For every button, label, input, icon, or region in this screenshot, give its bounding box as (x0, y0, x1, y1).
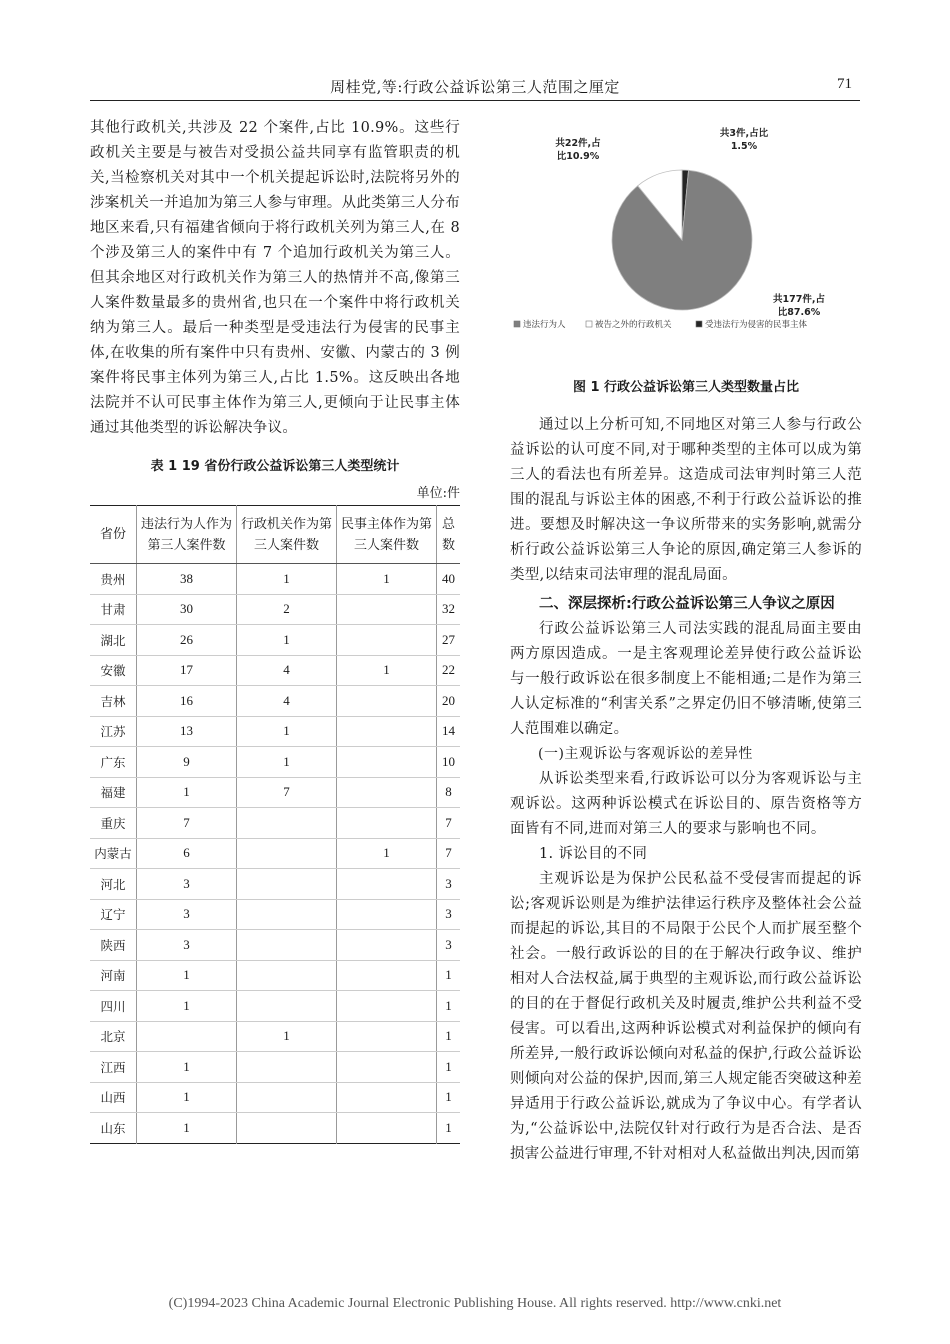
table-cell-value: 7 (137, 808, 237, 839)
table-cell-value: 3 (437, 899, 461, 930)
table-row (90, 594, 460, 625)
table-cell-value: 20 (437, 686, 461, 717)
point-heading: 1. 诉讼目的不同 (539, 846, 648, 862)
table-cell-value (337, 899, 437, 930)
table-row (90, 1113, 460, 1144)
table-row (90, 747, 460, 778)
table-unit: 单位:件 (416, 486, 460, 501)
table-cell-value (337, 1021, 437, 1052)
body-paragraph: 主观诉讼是为保护公民私益不受侵害而提起的诉讼;客观诉讼则是为维护法律运行秩序及整体社会公益而提起的诉讼,其目的不局限于公民个人而扩展至整个社会。一般行政诉讼的目的在于解决行政争议、维护相对人合法权益,属于典型的主观诉讼,而行政公益诉讼的目的在于督促行政机关及时履责,维护公共利益不受侵害。可以看出,这两种诉讼模式对利益保护的倾向有所差异,一般行政诉讼倾向对私益的保护,行政公益诉讼则倾向对公益的保护,因而,第三人规定能否突破这种差异适用于行政公益诉讼,就成为了争议中心。有学者认为,“公益诉讼中,法院仅针对行政行为是否合法、是否损害公益进行审理,不针对相对人私益做出判决,因而第 (510, 871, 862, 1162)
table-cell-value (337, 1082, 437, 1113)
table-cell-value (337, 777, 437, 808)
table-cell-value: 1 (237, 625, 337, 656)
table-row (90, 808, 460, 839)
table-row (90, 838, 460, 869)
table-cell-value: 1 (137, 1052, 237, 1083)
table-cell-value: 1 (437, 960, 461, 991)
table-cell-value: 10 (437, 747, 461, 778)
table-cell-value: 1 (437, 991, 461, 1022)
table-cell-value (337, 869, 437, 900)
figure-caption: 图 1 行政公益诉讼第三人类型数量占比 (572, 380, 800, 395)
table-cell-province: 北京 (90, 1021, 137, 1052)
table-cell-value: 1 (237, 1021, 337, 1052)
table-cell-province: 内蒙古 (90, 838, 137, 869)
table-row (90, 564, 460, 595)
legend-swatch (586, 321, 592, 327)
section-heading: 二、深层探析:行政公益诉讼第三人争议之原因 (539, 596, 835, 612)
right-column (510, 116, 862, 1167)
table-row (90, 716, 460, 747)
table-row (90, 899, 460, 930)
table-cell-value: 3 (137, 899, 237, 930)
table-cell-value: 3 (437, 869, 461, 900)
table-cell-value: 7 (437, 808, 461, 839)
copyright-footer: (C)1994-2023 China Academic Journal Electronic Publishing House. All rights reserved. http://www.cnki.net (168, 1296, 782, 1311)
table-cell-value: 1 (437, 1021, 461, 1052)
table-cell-value: 14 (437, 716, 461, 747)
table-cell-province: 四川 (90, 991, 137, 1022)
body-paragraph: 通过以上分析可知,不同地区对第三人参与行政公益诉讼的认可度不同,对于哪种类型的主体可以成为第三人的看法也有所差异。这造成司法审判时第三人范围的混乱与诉讼主体的困惑,不利于行政公益诉讼的推进。要想及时解决这一争议所带来的实务影响,就需分析行政公益诉讼第三人争论的原因,确定第三人参诉的类型,以结束司法审理的混乱局面。 (510, 417, 862, 583)
table-cell-value: 7 (237, 777, 337, 808)
table-row (90, 991, 460, 1022)
table-row (90, 1052, 460, 1083)
body-paragraph: 行政公益诉讼第三人司法实践的混乱局面主要由两方原因造成。一是主客观理论差异使行政公益诉讼与一般行政诉讼在很多制度上不能相通;二是作为第三人认定标准的“利害关系”之界定仍旧不够清晰,使第三人范围难以确定。 (510, 621, 862, 737)
table-cell-province: 湖北 (90, 625, 137, 656)
table-cell-value: 6 (137, 838, 237, 869)
legend-label: 被告之外的行政机关 (595, 320, 672, 330)
table-cell-value (337, 594, 437, 625)
table-row (90, 655, 460, 686)
pie-chart (510, 116, 862, 356)
table-cell-province: 江苏 (90, 716, 137, 747)
table-cell-value (337, 686, 437, 717)
table-cell-value: 1 (137, 777, 237, 808)
table-cell-province: 甘肃 (90, 594, 137, 625)
table-cell-value: 1 (137, 1113, 237, 1144)
table-cell-value (337, 716, 437, 747)
table-cell-value: 1 (137, 991, 237, 1022)
table-cell-value: 1 (137, 960, 237, 991)
table-cell-value: 9 (137, 747, 237, 778)
table-cell-value (337, 1052, 437, 1083)
table-cell-value: 16 (137, 686, 237, 717)
table-cell-province: 陕西 (90, 930, 137, 961)
table-header-civil: 民事主体作为第三人案件数 (337, 506, 437, 564)
table-row (90, 1021, 460, 1052)
table-cell-value: 1 (437, 1082, 461, 1113)
province-statistics-table (90, 505, 460, 1144)
table-row (90, 960, 460, 991)
pie-slice-label: 共22件,占 (555, 138, 601, 149)
table-caption: 表 1 19 省份行政公益诉讼第三人类型统计 (150, 459, 400, 474)
pie-slice-label: 比10.9% (556, 151, 600, 162)
table-cell-value (237, 808, 337, 839)
pie-slice-label: 共3件,占比 (719, 128, 769, 139)
table-cell-value (237, 869, 337, 900)
table-cell-province: 安徽 (90, 655, 137, 686)
table-row (90, 869, 460, 900)
table-cell-province: 广东 (90, 747, 137, 778)
table-cell-province: 山东 (100, 1120, 126, 1136)
table-cell-value: 1 (237, 747, 337, 778)
table-cell-province: 辽宁 (90, 899, 137, 930)
table-cell-value (337, 747, 437, 778)
pie-slice-label: 1.5% (730, 141, 758, 152)
legend-swatch (696, 321, 702, 327)
legend-label: 违法行为人 (523, 320, 566, 330)
table-cell-value: 30 (137, 594, 237, 625)
table-cell-value: 4 (237, 655, 337, 686)
table-cell-value: 38 (137, 564, 237, 595)
table-cell-value: 1 (237, 716, 337, 747)
table-cell-province: 河南 (90, 960, 137, 991)
table-cell-value: 40 (437, 564, 461, 595)
table-cell-province: 河北 (90, 869, 137, 900)
body-paragraph: 从诉讼类型来看,行政诉讼可以分为客观诉讼与主观诉讼。这两种诉讼模式在诉讼目的、原告资格等方面皆有不同,进而对第三人的要求与影响也不同。 (510, 771, 862, 837)
table-cell-value (237, 960, 337, 991)
legend-swatch (514, 321, 520, 327)
table-cell-value: 1 (337, 838, 437, 869)
table-cell-value: 22 (437, 655, 461, 686)
table-cell-value: 1 (337, 564, 437, 595)
table-cell-value (137, 1021, 237, 1052)
legend-label: 受违法行为侵害的民事主体 (705, 320, 808, 330)
table-cell-province: 江西 (90, 1052, 137, 1083)
table-header-province: 省份 (90, 506, 137, 564)
left-column (90, 116, 460, 1144)
table-cell-value: 1 (337, 655, 437, 686)
table-row (90, 1082, 460, 1113)
table-cell-value: 1 (137, 1082, 237, 1113)
table-row (90, 930, 460, 961)
table-header-row (90, 506, 460, 564)
table-cell-value (237, 1082, 337, 1113)
table-cell-value: 1 (237, 564, 337, 595)
table-cell-value (237, 899, 337, 930)
table-cell-value (337, 960, 437, 991)
table-cell-value (337, 1113, 437, 1144)
table-row (90, 777, 460, 808)
table-cell-province: 吉林 (90, 686, 137, 717)
table-cell-value: 3 (137, 930, 237, 961)
table-cell-value: 4 (237, 686, 337, 717)
running-title: 周桂党,等:行政公益诉讼第三人范围之厘定 (330, 78, 620, 96)
table-cell-province: 山西 (90, 1082, 137, 1113)
table-cell-value: 3 (137, 869, 237, 900)
table-cell-value (337, 625, 437, 656)
table-cell-value: 1 (437, 1113, 461, 1144)
table-cell-value: 32 (437, 594, 461, 625)
pie-slice-label: 共177件,占 (773, 294, 825, 305)
table-cell-value: 3 (437, 930, 461, 961)
table-cell-value (337, 991, 437, 1022)
table-cell-province: 福建 (90, 777, 137, 808)
table-cell-value: 8 (437, 777, 461, 808)
table-cell-value: 27 (437, 625, 461, 656)
table-cell-province: 贵州 (90, 564, 137, 595)
table-cell-value: 2 (237, 594, 337, 625)
table-header-agency: 行政机关作为第三人案件数 (237, 506, 337, 564)
table-header-total: 总数 (437, 506, 461, 564)
subsection-heading: (一)主观诉讼与客观诉讼的差异性 (538, 746, 753, 762)
table-cell-province: 重庆 (90, 808, 137, 839)
table-cell-value (337, 930, 437, 961)
table-cell-value (237, 1113, 337, 1144)
table-cell-value: 13 (137, 716, 237, 747)
table-row (90, 625, 460, 656)
table-cell-value (237, 1052, 337, 1083)
table-cell-value (337, 808, 437, 839)
pie-chart-figure (510, 116, 862, 376)
table-cell-value: 7 (437, 838, 461, 869)
table-cell-value: 1 (437, 1052, 461, 1083)
table-cell-value (237, 991, 337, 1022)
page-number: 71 (837, 76, 852, 92)
table-row (90, 686, 460, 717)
body-paragraph: 其他行政机关,共涉及 22 个案件,占比 10.9%。这些行政机关主要是与被告对受损公益共同享有监管职责的机关,当检察机关对其中一个机关提起诉讼时,法院将另外的涉案机关一并追加为第三人参与审理。从此类第三人分布地区来看,只有福建省倾向于将行政机关列为第三人,在 8 个涉及第三人的案件中有 7 个追加行政机关为第三人。但其余地区对行政机关作为第三人的热情并不高,像第三人案件数量最多的贵州省,也只在一个案件中将行政机关纳为第三人。最后一种类型是受违法行为侵害的民事主体,在收集的所有案件中只有贵州、安徽、内蒙古的 3 例案件将民事主体列为第三人,占比 1.5%。这反映出各地法院并不认可民事主体作为第三人,更倾向于让民事主体通过其他类型的诉讼解决争议。 (90, 120, 460, 436)
table-cell-value (237, 838, 337, 869)
table-header-violator: 违法行为人作为第三人案件数 (137, 506, 237, 564)
pie-slice-label: 比87.6% (777, 307, 821, 318)
table-cell-value (237, 930, 337, 961)
table-cell-value: 17 (137, 655, 237, 686)
table-cell-value: 26 (137, 625, 237, 656)
running-header (90, 70, 860, 101)
